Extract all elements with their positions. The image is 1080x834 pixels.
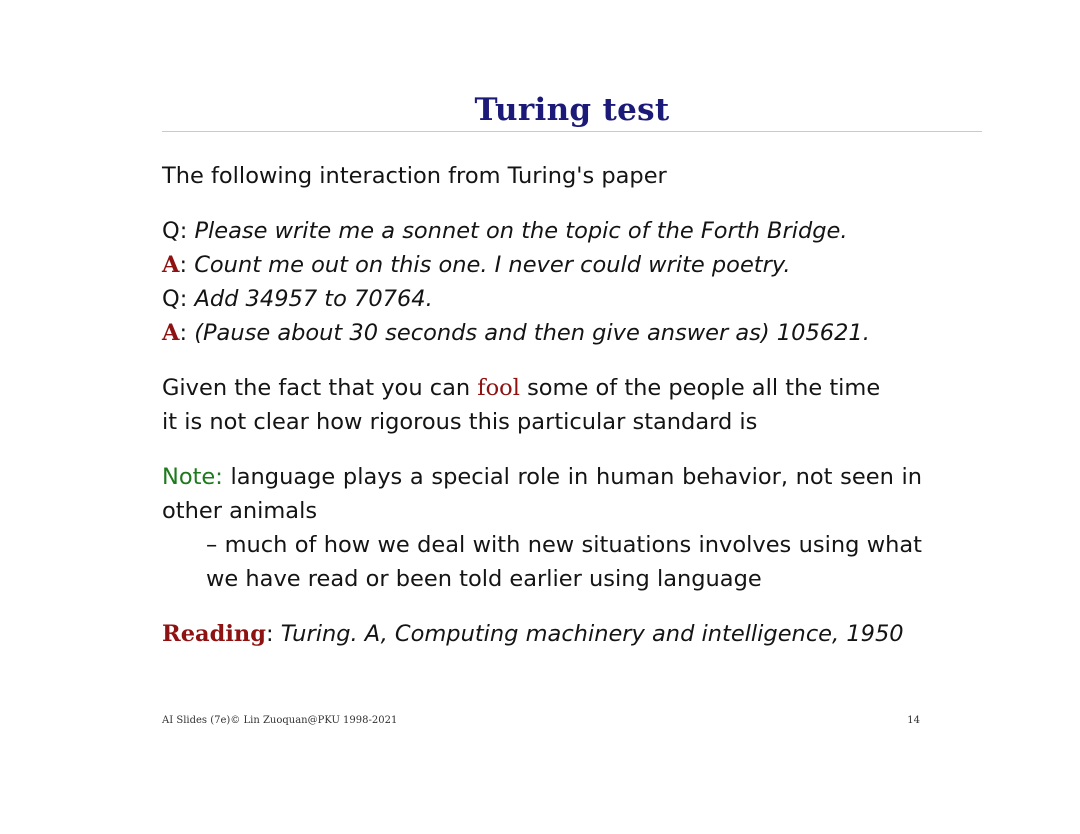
dialogue-text: Add 34957 to 70764.: [194, 286, 433, 312]
emphasis-fool: fool: [477, 375, 520, 401]
dialogue-line: Q: Please write me a sonnet on the topic of the Forth Bridge.: [162, 218, 848, 244]
dialogue-text: Please write me a sonnet on the topic of the Forth Bridge.: [194, 218, 848, 244]
title-divider: [162, 131, 982, 132]
speaker-label: A: [162, 252, 180, 278]
dialogue-line: A: (Pause about 30 seconds and then give answer as) 105621.: [162, 320, 870, 346]
slide-title: Turing test: [474, 92, 670, 128]
speaker-label: Q: [162, 218, 180, 244]
footer-credit: AI Slides (7e)© Lin Zuoquan@PKU 1998-2021: [162, 715, 398, 726]
dialogue: [162, 214, 922, 350]
reading-reference: Turing. A, Computing machinery and intelligence, 1950: [280, 621, 904, 647]
speaker-label: A: [162, 320, 180, 346]
intro-text: The following interaction from Turing's paper: [162, 163, 667, 189]
note-paragraph: [162, 460, 922, 596]
given-paragraph: Given the fact that you can fool some of the people all the time it is not clear how rigorous this particular standard is: [162, 375, 881, 435]
slide-body: [162, 159, 922, 651]
note-continuation: – much of how we deal with new situations involves using what we have read or been told earlier using language: [206, 532, 922, 592]
speaker-label: Q: [162, 286, 180, 312]
dialogue-line: Q: Add 34957 to 70764.: [162, 286, 433, 312]
reading-line: Reading: Turing. A, Computing machinery and intelligence, 1950: [162, 621, 904, 647]
dialogue-text: Count me out on this one. I never could write poetry.: [194, 252, 791, 278]
note-text: language plays a special role in human behavior, not seen in other animals: [162, 464, 922, 524]
dialogue-text: (Pause about 30 seconds and then give answer as) 105621.: [194, 320, 870, 346]
note-label: Note:: [162, 464, 223, 490]
dialogue-line: A: Count me out on this one. I never could write poetry.: [162, 252, 791, 278]
reading-label: Reading: [162, 621, 266, 647]
page-number: 14: [907, 715, 920, 726]
